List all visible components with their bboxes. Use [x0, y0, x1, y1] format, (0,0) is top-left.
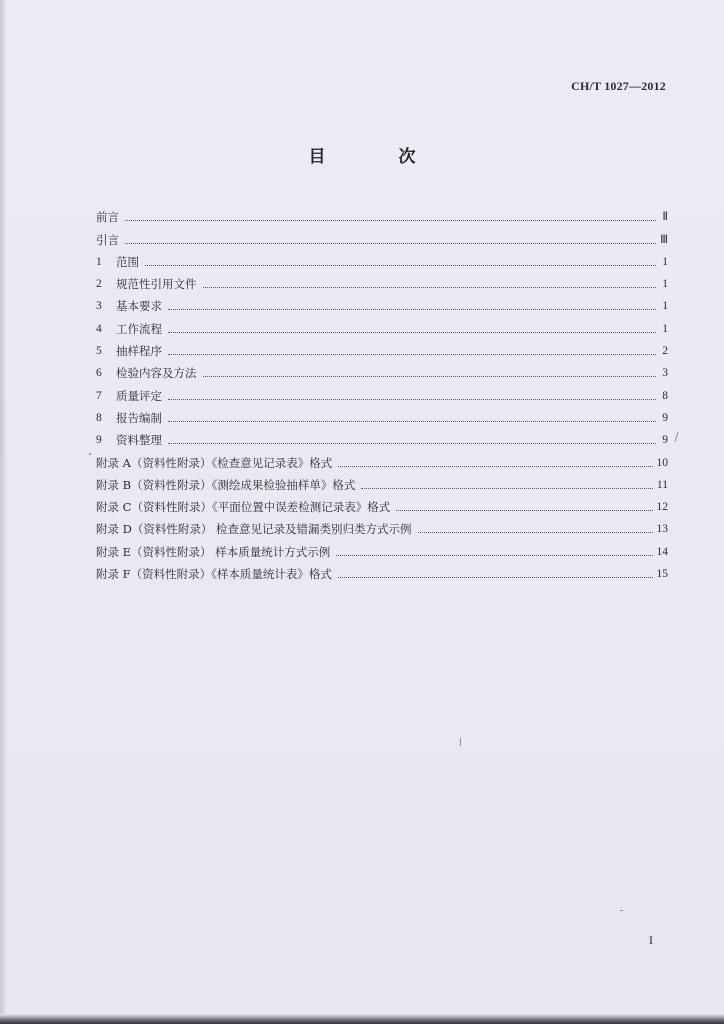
- toc-entry-page: 1: [662, 322, 668, 335]
- toc-entry-label: 附录 D（资料性附录） 检查意见记录及错漏类别归类方式示例: [96, 522, 412, 537]
- toc-entry-introduction[interactable]: [96, 224, 668, 246]
- toc-leader-dots: [168, 353, 656, 355]
- toc-title: 目 次: [308, 147, 444, 167]
- toc-entry-page: 9: [662, 411, 668, 424]
- toc-entry-label: 规范性引用文件: [116, 277, 197, 292]
- toc-entry-label: 工作流程: [116, 321, 162, 336]
- toc-entry-appendix-e[interactable]: [96, 536, 668, 558]
- scan-speck: [674, 432, 678, 442]
- toc-entry-label: 引言: [96, 232, 119, 247]
- toc-entry-page: 3: [662, 367, 668, 380]
- toc-entry-label: 基本要求: [116, 299, 162, 314]
- toc-entry-label: 附录 F（资料性附录）《样本质量统计表》格式: [96, 567, 332, 582]
- toc-entry-4[interactable]: [96, 313, 668, 335]
- toc-leader-dots: [145, 264, 656, 266]
- toc-entry-appendix-f[interactable]: [96, 559, 668, 581]
- toc-entry-page: 15: [656, 568, 668, 581]
- toc-leader-dots: [338, 576, 653, 578]
- toc-entry-page: 11: [656, 478, 668, 491]
- toc-leader-dots: [338, 465, 652, 467]
- toc-entry-number: 5: [96, 345, 102, 358]
- toc-entry-9[interactable]: [96, 425, 668, 447]
- toc-entry-number: 9: [96, 434, 102, 447]
- toc-entry-appendix-b[interactable]: [96, 470, 668, 492]
- toc-entry-label: 前言: [96, 210, 119, 225]
- toc-leader-dots: [168, 442, 656, 444]
- toc-entry-1[interactable]: [96, 247, 668, 269]
- scan-speck: [89, 453, 91, 455]
- toc-entry-7[interactable]: [96, 380, 668, 402]
- page-number: I: [649, 933, 653, 947]
- toc-leader-dots: [203, 375, 657, 377]
- scan-bottom-edge: [0, 1014, 724, 1024]
- toc-entry-label: 附录 E（资料性附录） 样本质量统计方式示例: [96, 544, 331, 559]
- toc-entry-label: 检验内容及方法: [116, 366, 197, 381]
- toc-leader-dots: [168, 308, 656, 310]
- toc-entry-label: 附录 C（资料性附录）《平面位置中误差检测记录表》格式: [96, 500, 391, 515]
- toc-leader-dots: [336, 554, 652, 556]
- toc-entry-number: 7: [96, 389, 102, 402]
- toc-entry-page: 12: [656, 501, 668, 514]
- toc-entry-page: 13: [656, 523, 668, 536]
- toc-entry-3[interactable]: [96, 291, 668, 313]
- toc-entry-page: 8: [662, 389, 668, 402]
- toc-entry-number: 6: [96, 367, 102, 380]
- toc-entry-page: 1: [662, 300, 668, 313]
- toc-entry-label: 附录 B（资料性附录）《测绘成果检验抽样单》格式: [96, 477, 356, 492]
- standard-code: CH/T 1027—2012: [571, 79, 666, 93]
- toc-entry-page: 14: [656, 545, 668, 558]
- toc-entry-appendix-c[interactable]: [96, 492, 668, 514]
- toc-entry-number: 1: [96, 255, 102, 268]
- toc-entry-appendix-a[interactable]: [96, 447, 668, 469]
- toc-leader-dots: [203, 286, 657, 288]
- toc-entry-foreword[interactable]: [96, 202, 668, 224]
- toc-entry-label: 资料整理: [116, 433, 162, 448]
- toc-leader-dots: [125, 219, 656, 221]
- toc-entry-page: Ⅱ: [662, 211, 668, 224]
- toc-entry-appendix-d[interactable]: [96, 514, 668, 536]
- toc-entry-number: 8: [96, 411, 102, 424]
- toc-leader-dots: [418, 531, 653, 533]
- toc-entry-page: 10: [656, 456, 668, 469]
- toc-entry-page: 1: [662, 255, 668, 268]
- toc-entry-5[interactable]: [96, 336, 668, 358]
- toc-entry-6[interactable]: [96, 358, 668, 380]
- toc-entry-number: 4: [96, 322, 102, 335]
- toc-entry-label: 报告编制: [116, 410, 162, 425]
- toc-entry-page: Ⅲ: [660, 233, 668, 246]
- toc-leader-dots: [361, 487, 653, 489]
- toc-leader-dots: [168, 398, 656, 400]
- table-of-contents: [96, 202, 668, 581]
- toc-entry-label: 范围: [116, 254, 139, 269]
- toc-entry-label: 附录 A（资料性附录）《检查意见记录表》格式: [96, 455, 333, 470]
- scan-speck: [620, 910, 623, 911]
- toc-entry-number: 2: [96, 278, 102, 291]
- toc-entry-label: 质量评定: [116, 388, 162, 403]
- toc-entry-page: 9: [662, 434, 668, 447]
- toc-entry-page: 2: [662, 345, 668, 358]
- scan-speck: [460, 738, 461, 746]
- toc-leader-dots: [125, 242, 656, 244]
- toc-leader-dots: [168, 331, 656, 333]
- toc-leader-dots: [168, 420, 656, 422]
- toc-entry-2[interactable]: [96, 269, 668, 291]
- toc-entry-8[interactable]: [96, 403, 668, 425]
- toc-entry-page: 1: [662, 278, 668, 291]
- toc-entry-label: 抽样程序: [116, 344, 162, 359]
- toc-leader-dots: [396, 509, 652, 511]
- toc-entry-number: 3: [96, 300, 102, 313]
